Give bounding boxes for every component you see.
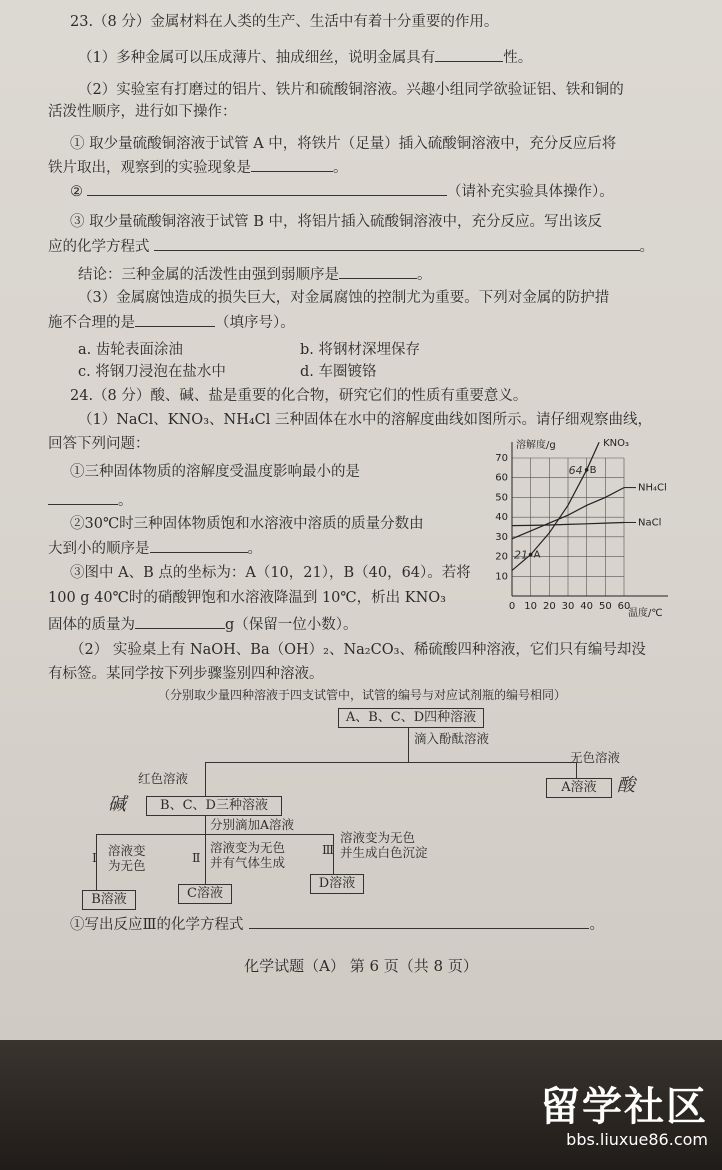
flow-box-d: D溶液 [310,874,364,894]
y-tick-label: 60 [495,472,508,484]
q23-step3-line2: 应的化学方程式 。 [48,236,654,257]
series-label: KNO₃ [603,438,630,450]
point-label: B [589,464,597,476]
q24-part2-line2: 有标签。某同学按下列步骤鉴别四种溶液。 [48,666,324,682]
x-tick-label: 10 [524,601,538,612]
y-tick-label: 50 [495,492,508,504]
x-tick-label: 0 [508,601,516,612]
y-tick-label: 40 [495,512,508,524]
y-tick-label: 30 [495,531,508,543]
q23-option-d: d. 车圈镀铬 [300,364,377,380]
x-axis-label: 温度/℃ [628,608,663,619]
handwritten-mark: 21 [514,548,528,562]
q23-part2-line2: 活泼性顺序，进行如下操作： [48,104,237,120]
series-label: NaCl [638,517,662,529]
handwritten-mark: 64 [568,463,583,477]
flow-connector [96,834,333,835]
branch3-line1: 溶液变为无色 [340,830,416,845]
flow-step1: 滴入酚酞溶液 [414,731,490,746]
flow-connector [205,762,206,796]
page-footer: 化学试题（A） 第 6 页（共 8 页） [244,957,478,975]
branch2-line1: 溶液变为无色 [210,840,286,855]
q24-q1-line2: 。 [48,490,133,511]
flow-box-c: C溶液 [178,884,232,904]
q24-title: 24.（8 分）酸、碱、盐是重要的化合物，研究它们的性质有重要意义。 [70,388,528,404]
site-watermark [540,1085,708,1149]
q23-conclusion: 结论：三种金属的活泼性由强到弱顺序是 。 [78,264,432,285]
watermark-logo-text: 留学社区 [540,1084,708,1130]
flow-note: （分别取少量四种溶液于四支试管中，试管的编号与对应试剂瓶的编号相同） [158,688,567,702]
q23-step1-line1: ① 取少量硫酸铜溶液于试管 A 中，将铁片（足量）插入硫酸铜溶液中，充分反应后将 [70,136,617,152]
q23-option-c: c. 将钢刀浸泡在盐水中 [78,364,226,380]
q23-step3-line1: ③ 取少量硫酸铜溶液于试管 B 中，将铝片插入硫酸铜溶液中，充分反应。写出该反 [70,214,602,230]
q23-step1-line2: 铁片取出，观察到的实验现象是 。 [48,157,348,178]
q24-part1-line1: （1）NaCl、KNO₃、NH₄Cl 三种固体在水中的溶解度曲线如图所示。请仔细观察曲线， [78,412,652,428]
branch1-line1: 溶液变 [108,843,146,858]
flow-top-box: A、B、C、D四种溶液 [338,708,484,728]
q24-part1-line2: 回答下列问题： [48,436,150,452]
x-tick-label: 30 [561,601,575,612]
branch1-line2: 为无色 [108,858,146,873]
q24-q2-line1: ②30℃时三种固体物质饱和水溶液中溶质的质量分数由 [70,516,424,532]
flow-connector [205,834,206,884]
branch2-line2: 并有气体生成 [210,855,286,870]
flow-connector [408,728,409,762]
x-tick-label: 50 [598,601,612,612]
x-tick-label: 20 [542,601,556,612]
y-axis-label: 溶解度/g [516,440,556,451]
q24-q3-line2: 100 g 40℃时的硝酸钾饱和水溶液降温到 10℃，析出 KNO₃ [48,590,446,606]
q23-part1: （1）多种金属可以压成薄片、抽成细丝，说明金属具有 性。 [78,47,532,68]
y-tick-label: 20 [495,551,508,563]
flow-connector [205,816,206,834]
q23-part3-line1: （3）金属腐蚀造成的损失巨大，对金属腐蚀的控制尤为重要。下列对金属的防护措 [78,290,610,306]
branch3-number: Ⅲ [322,842,335,857]
flow-connector [205,762,577,763]
point-label: A [533,549,541,561]
flow-step2: 分别滴加A溶液 [210,817,295,832]
flow-right-label: 无色溶液 [570,750,621,765]
q23-step2: ② （请补充实验具体操作）。 [70,181,614,202]
branch2-number: Ⅱ [192,850,201,865]
q23-part2-line1: （2）实验室有打磨过的铝片、铁片和硫酸铜溶液。兴趣小组同学欲验证铝、铁和铜的 [78,82,624,98]
q24-part2-line1: （2） 实验桌上有 NaOH、Ba（OH）₂、Na₂CO₃、稀硫酸四种溶液，它们只有编号却没 [70,642,646,658]
q24-q2-line2: 大到小的顺序是 。 [48,538,262,559]
q23-option-a: a. 齿轮表面涂油 [78,342,183,358]
q23-part3-line2: 施不合理的是 （填序号）。 [48,312,295,333]
q24-q3-line1: ③图中 A、B 点的坐标为：A（10，21），B（40，64）。若将 [70,565,471,581]
flow-box-b: B溶液 [82,890,136,910]
handwritten-base: 碱 [108,794,126,815]
q24-last-line: ①写出反应Ⅲ的化学方程式 。 [70,914,604,935]
q23-option-b: b. 将钢材深埋保存 [300,342,420,358]
chart-points [529,468,589,556]
flow-left-label: 红色溶液 [138,771,189,786]
flow-right-box: A溶液 [546,778,612,798]
solubility-chart [480,436,695,621]
watermark-url: bbs.liuxue86.com [566,1130,708,1149]
y-tick-label: 70 [495,453,508,464]
series-label: NH₄Cl [638,482,667,494]
q24-q1-line1: ①三种固体物质的溶解度受温度影响最小的是 [70,464,360,480]
flow-mid-box: B、C、D三种溶液 [146,796,282,816]
branch1-number: Ⅰ [92,850,97,865]
handwritten-acid: 酸 [617,775,635,796]
chart-labels [495,438,667,619]
q23-title: 23.（8 分）金属材料在人类的生产、生活中有着十分重要的作用。 [70,14,499,30]
x-tick-label: 40 [580,601,594,612]
data-point [585,468,589,472]
q24-q3-line3: 固体的质量为 g（保留一位小数）。 [48,614,358,635]
data-point [529,553,533,557]
x-tick-label: 60 [617,601,631,612]
y-tick-label: 10 [495,571,508,583]
branch3-line2: 并生成白色沉淀 [340,845,428,860]
